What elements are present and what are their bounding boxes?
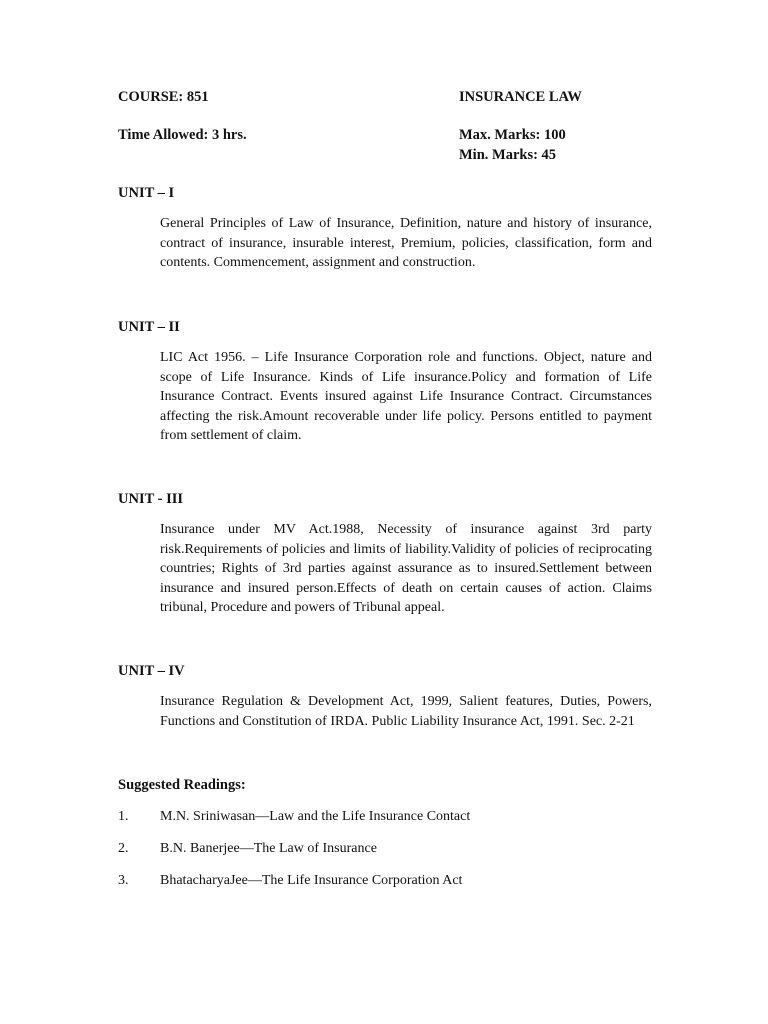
unit-2-text: LIC Act 1956. – Life Insurance Corporation role and functions. Object, nature and scope of Life Insurance. Kinds of Life insurance.Policy and formation of Life Insurance Contract. Events insured against Life Insurance Contract. Circumstances affecting the risk.Amount recoverable under life policy. Persons entitled to payment from settlement of claim. [160,350,652,443]
unit-1-text: General Principles of Law of Insurance, Definition, nature and history of insurance, contract of insurance, insurable interest, Premium, policies, classification, form and contents. Commencement, assignment and construction. [160,216,652,270]
min-marks: Min. Marks: 45 [459,147,557,163]
reading-3-text: BhatacharyaJee—The Life Insurance Corporation Act [160,873,463,888]
unit-4-title: UNIT – IV [118,663,185,679]
reading-3-number: 3. [118,873,129,888]
time-allowed: Time Allowed: 3 hrs. [118,127,247,143]
readings-title: Suggested Readings: [118,777,246,793]
reading-2-text: B.N. Banerjee—The Law of Insurance [160,841,377,856]
max-marks: Max. Marks: 100 [459,127,566,143]
course-code: COURSE: 851 [118,89,209,105]
unit-4-text: Insurance Regulation & Development Act, 1999, Salient features, Duties, Powers, Functions and Constitution of IRDA. Public Liability Insurance Act, 1991. Sec. 2-21 [160,694,652,729]
unit-1-title: UNIT – I [118,185,175,201]
course-subject: INSURANCE LAW [459,89,582,105]
reading-1-text: M.N. Sriniwasan—Law and the Life Insurance Contact [160,809,471,824]
unit-3-text: Insurance under MV Act.1988, Necessity of insurance against 3rd party risk.Requirements of policies and limits of liability.Validity of policies of reciprocating countries; Rights of 3rd parties against assurance as to insured.Settlement between insurance and insured person.Effects of death on certain causes of action. Claims tribunal, Procedure and powers of Tribunal appeal. [160,522,652,615]
reading-2-number: 2. [118,841,129,856]
unit-2-title: UNIT – II [118,319,180,335]
unit-3-title: UNIT - III [118,491,184,507]
reading-1-number: 1. [118,809,129,824]
